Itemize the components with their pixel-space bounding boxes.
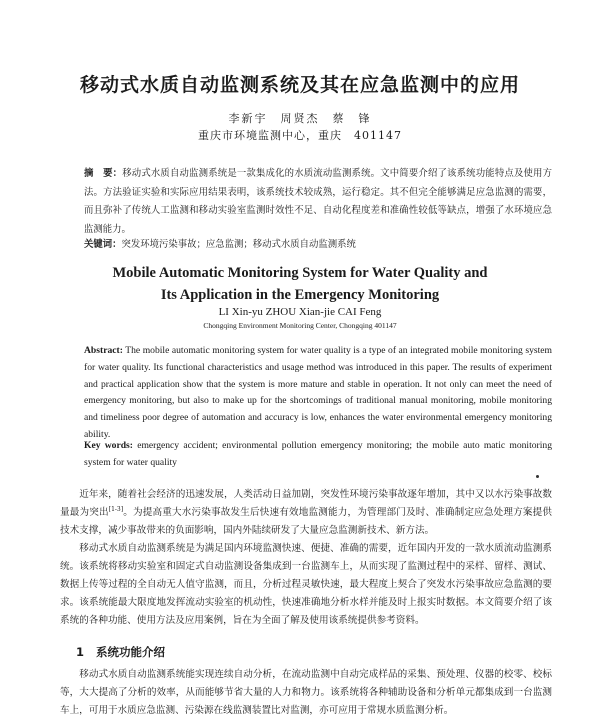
- paper-title-en-line1: Mobile Automatic Monitoring System for Water Quality and: [112, 265, 488, 281]
- body-paragraph-3: 移动式水质自动监测系统能实现连续自动分析，在流动监测中自动完成样品的采集、预处理、仪器的校零、校标等，大大提高了分析的效率，从而能够节省大量的人力和物力。该系统将各种辅助设备和分析单元都集成到一台监测车上，可用于水质应急监测、污染源在线监测装置比对监测，亦可应用于常规水质监测分析。: [60, 669, 552, 716]
- keywords-cn: [84, 236, 552, 250]
- abstract-cn-label: 摘 要：: [84, 168, 123, 179]
- section-heading-1: [76, 644, 165, 660]
- keywords-en-label: Key words:: [84, 440, 133, 451]
- section-number: 1: [76, 645, 85, 659]
- affiliation-en: Chongqing Environment Monitoring Center, Chongqing 401147: [203, 321, 397, 330]
- authors-en: LI Xin-yu ZHOU Xian-jie CAI Feng: [218, 306, 382, 318]
- authors-cn: 李新宇 周贤杰 蔡 锋: [228, 112, 372, 125]
- body-p1-after: 。为提高重大水污染事故发生后快速有效地监测能力，为管理部门及时、准确制定应急处理方案提供技术支撑，减少事故带来的负面影响，国内外陆续研发了大量应急监测新技术、新方法。: [60, 507, 553, 536]
- print-mark: [536, 475, 539, 478]
- paper-title-en: [0, 262, 600, 306]
- abstract-cn-text: 移动式水质自动监测系统是一款集成化的水质流动监测系统。文中简要介绍了该系统功能特点及使用方法。方法验证实验和实际应用结果表明，该系统技术较成熟，运行稳定。其不但完全能够满足应急监测的需要，而且弥补了传统人工监测和移动实验室监测时效性不足、自动化程度差和准确性较低等缺点，增强了水环境应急监测能力。: [84, 168, 552, 235]
- abstract-en-text: The mobile automatic monitoring system for water quality is a type of an integrated mobile monitoring system for water quality. Its functional characteristics and usage method was introduced in this paper. The results of experiment and practical application show that the system is more mature and stable in operation. It not only can meet the need of emergency monitoring, but also to make up for the shortcomings of traditional manual monitoring, mobile monitoring and timeliness poor degree of automation and accuracy is low, enhances the water environmental emergency monitoring ability.: [84, 345, 552, 440]
- abstract-en-label: Abstract:: [84, 345, 123, 356]
- body-paragraph-2: 移动式水质自动监测系统是为满足国内环境监测快速、便捷、准确的需要，近年国内开发的一款水质流动监测系统。该系统将移动实验室和固定式自动监测设备集成到一台监测车上，从而实现了监测过程中的采样、留样、测试、数据上传等过程的全自动无人值守监测，而且，分析过程灵敏快速，最大程度上契合了突发水污染事故应急监测的要求。该系统能最大限度地发挥流动实验室的机动性，快速准确地分析水样并能及时上报实时数据。本文简要介绍了该系统的各种功能、使用方法及应用案例，旨在为全面了解及使用该系统提供参考资料。: [60, 543, 552, 626]
- keywords-en: [84, 438, 552, 472]
- keywords-cn-text: 突发环境污染事故；应急监测；移动式水质自动监测系统: [121, 239, 356, 250]
- paper-title-cn: 移动式水质自动监测系统及其在应急监测中的应用: [79, 74, 520, 96]
- keywords-en-text: emergency accident; environmental pollution emergency monitoring; the mobile auto matic monitoring system for water quality: [84, 440, 552, 468]
- abstract-cn: [84, 165, 552, 239]
- body-p1-before: 近年来，随着社会经济的迅速发展，人类活动日益加剧，突发性环境污染事故逐年增加，其中又以水污染事故数量最为突出: [60, 489, 552, 518]
- citation-ref: [1-3]: [108, 505, 124, 513]
- abstract-en: [84, 343, 552, 444]
- body-paragraph-1: [60, 486, 552, 540]
- section-title: 系统功能介绍: [96, 645, 166, 659]
- affiliation-cn: 重庆市环境监测中心，重庆 401147: [198, 129, 402, 142]
- paper-title-en-line2: Its Application in the Emergency Monitoring: [160, 287, 440, 303]
- keywords-cn-label: 关键词：: [84, 239, 122, 250]
